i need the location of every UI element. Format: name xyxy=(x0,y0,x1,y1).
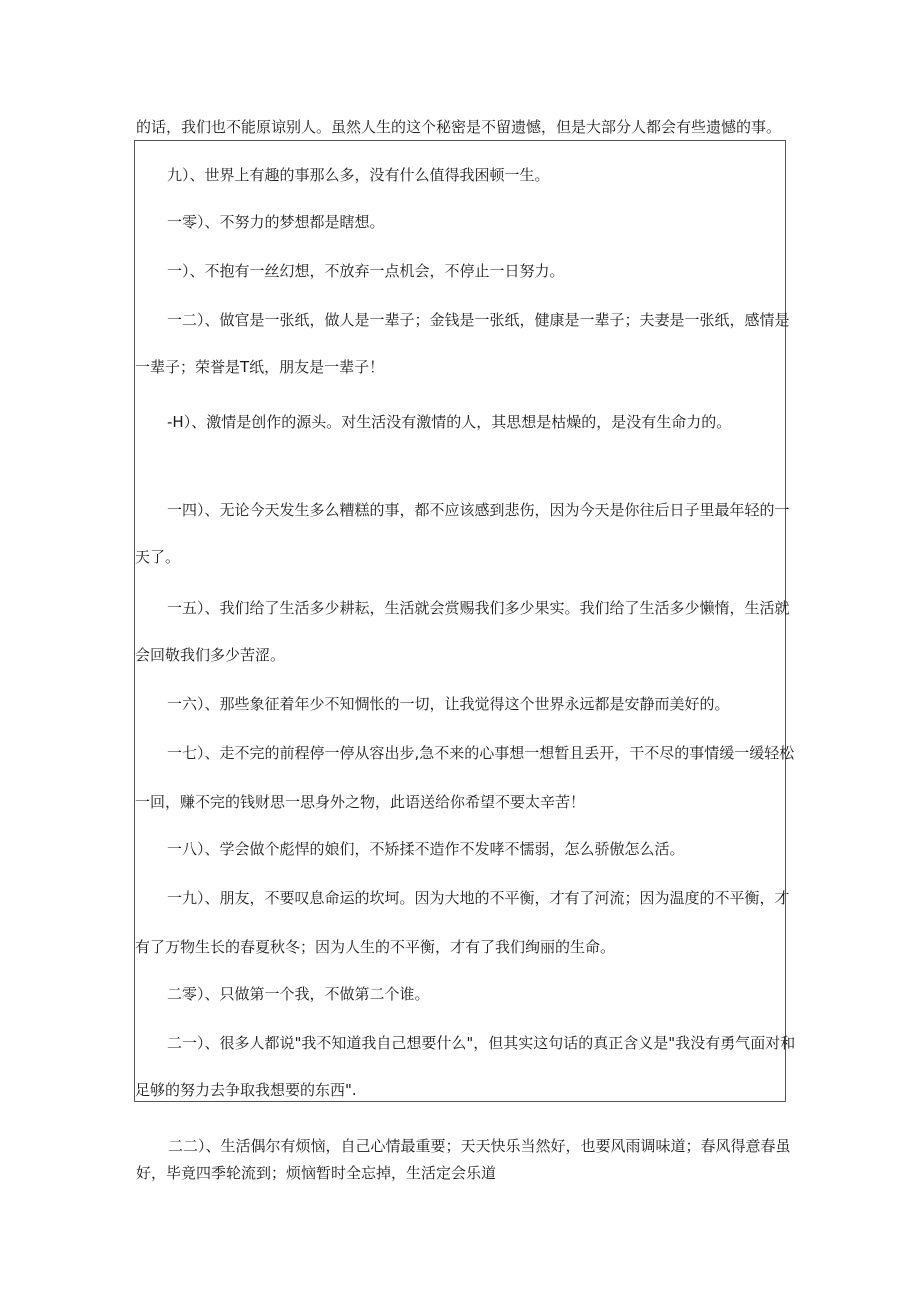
quote-22-line-2: 好，毕竟四季轮流到；烦恼暂时全忘掉，生活定会乐道 xyxy=(136,1164,497,1182)
quote-14-line-2: 天了。 xyxy=(135,548,181,566)
quotes-box xyxy=(134,140,796,1102)
quote-11-line-1: 一）、不抱有一丝幻想，不放弃一点机会，不停止一日努力。 xyxy=(167,262,565,280)
quote-17-line-2: 一回，赚不完的钱财思一思身外之物，此语送给你希望不要太辛苦！ xyxy=(135,793,586,811)
quote-12-line-1: 一二）、做官是一张纸，做人是一辈子；金钱是一张纸，健康是一辈子；夫妻是一张纸，感情是 xyxy=(167,311,790,329)
quote-22-line-1: 二二）、生活偶尔有烦恼，自己心情最重要；天天快乐当然好，也要风雨调味道；春风得意春虽 xyxy=(168,1137,791,1155)
quote-20-line-1: 二零）、只做第一个我，不做第二个谁。 xyxy=(167,985,430,1003)
quote-15-line-2: 会回敬我们多少苦涩。 xyxy=(135,646,286,664)
quote-19-line-1: 一九）、朋友，不要叹息命运的坎坷。因为大地的不平衡，才有了河流；因为温度的不平衡，才 xyxy=(167,889,790,907)
quote-21-line-2: 足够的努力去争取我想要的东西". xyxy=(135,1081,357,1099)
quote-15-line-1: 一五）、我们给了生活多少耕耘，生活就会赏赐我们多少果实。我们给了生活多少懒惰，生活就 xyxy=(167,599,790,617)
top-line-text: 的话，我们也不能原谅别人。虽然人生的这个秘密是不留遗憾，但是大部分人都会有些遗憾的事。 xyxy=(136,118,782,136)
quote-17-line-1: 一七）、走不完的前程停一停从容出步,急不来的心事想一想暂且丢开，干不尽的事情缓一缓轻松 xyxy=(167,744,795,762)
quote-16-line-1: 一六）、那些象征着年少不知惆怅的一切，让我觉得这个世界永远都是安静而美好的。 xyxy=(167,695,730,713)
quote-12-line-2: 一辈子；荣誉是T纸，朋友是一辈子！ xyxy=(135,358,385,376)
quote-18-line-1: 一八）、学会做个彪悍的娘们，不矫揉不造作不发哮不懦弱，怎么骄傲怎么活。 xyxy=(167,840,685,858)
quote-13-line-1: -H）、激情是创作的源头。对生活没有激情的人，其思想是枯燥的，是没有生命力的。 xyxy=(167,413,732,431)
quote-10-line-1: 一零）、不努力的梦想都是瞎想。 xyxy=(167,213,385,231)
quote-21-line-1: 二一）、很多人都说"我不知道我自己想要什么"，但其实这句话的真正含义是"我没有勇气面对和 xyxy=(167,1034,796,1052)
quote-22-paragraph xyxy=(136,1133,796,1187)
quote-14-line-1: 一四）、无论今天发生多么糟糕的事，都不应该感到悲伤，因为今天是你往后日子里最年轻的一 xyxy=(167,501,790,519)
quote-9-line-1: 九）、世界上有趣的事那么多，没有什么值得我困顿一生。 xyxy=(167,166,550,184)
quote-19-line-2: 有了万物生长的春夏秋冬；因为人生的不平衡，才有了我们绚丽的生命。 xyxy=(135,938,616,956)
